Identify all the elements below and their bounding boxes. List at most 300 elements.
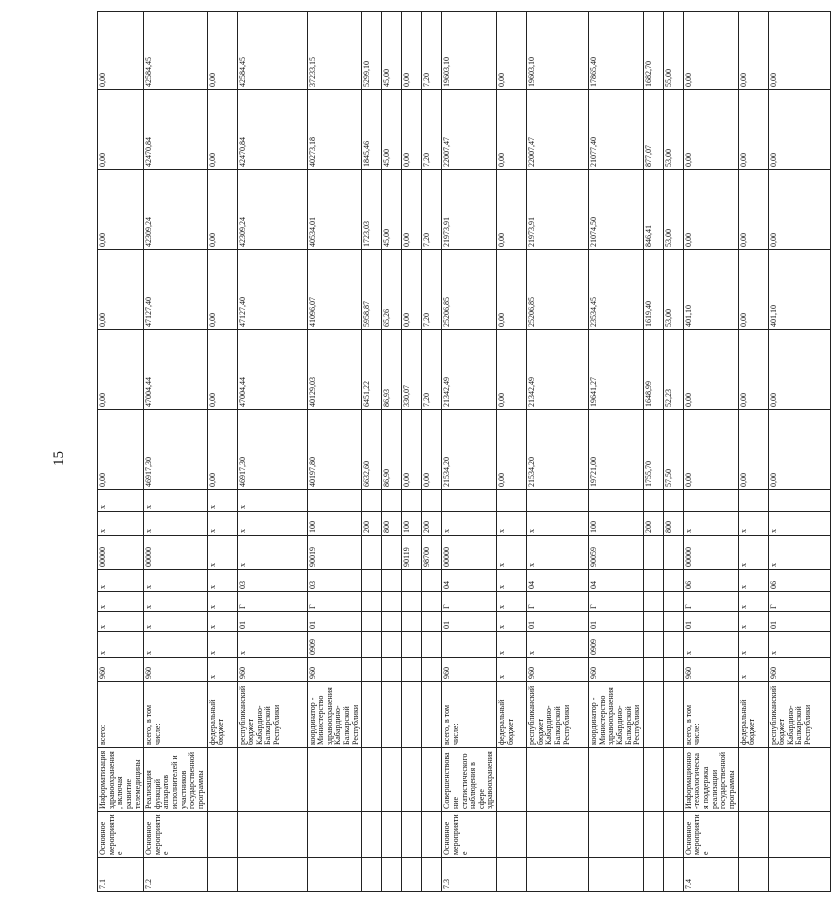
cell-om: 00000 [442, 536, 497, 570]
cell-type [207, 812, 237, 858]
cell-type [422, 812, 442, 858]
cell-no [527, 858, 589, 892]
cell-vr [442, 490, 497, 512]
cell-y5: 0,00 [497, 90, 527, 170]
cell-y2: 86,93 [382, 330, 402, 410]
cell-type [237, 812, 307, 858]
cell-name [237, 748, 307, 812]
cell-pr [643, 612, 663, 632]
cell-y3: 25206,85 [527, 250, 589, 330]
budget-table-sheet [97, 12, 812, 892]
cell-gp: Г [768, 592, 830, 612]
cell-gp [422, 592, 442, 612]
cell-type: Основное мероприятие [98, 812, 144, 858]
cell-y2: 7,20 [422, 330, 442, 410]
cell-pr: 01 [683, 612, 738, 632]
cell-grbs [422, 658, 442, 682]
cell-om [382, 536, 402, 570]
cell-gp: х [144, 592, 207, 612]
cell-vr: х [207, 490, 237, 512]
cell-y4: 0,00 [738, 170, 768, 250]
cell-y4: 42309,24 [237, 170, 307, 250]
cell-pr: 01 [589, 612, 644, 632]
cell-source: республиканский бюджет Кабардино-Балкарской Республики [527, 682, 589, 748]
cell-pr [402, 612, 422, 632]
cell-rz: 0909 [589, 632, 644, 658]
cell-type [362, 812, 382, 858]
cell-name [497, 748, 527, 812]
cell-gp: Г [589, 592, 644, 612]
cell-pm: х [144, 570, 207, 592]
cell-om: х [527, 536, 589, 570]
cell-source [382, 682, 402, 748]
cell-type [643, 812, 663, 858]
cell-rz [362, 632, 382, 658]
cell-y6: 42584,45 [237, 12, 307, 90]
cell-gp: х [738, 592, 768, 612]
table-row [442, 12, 497, 892]
cell-y3: 0,00 [497, 250, 527, 330]
cell-y4: 45,00 [382, 170, 402, 250]
cell-name [422, 748, 442, 812]
cell-pr [663, 612, 683, 632]
cell-no: 7.4 [683, 858, 738, 892]
rotated-table-container [97, 12, 812, 892]
cell-y1: 21534,20 [442, 410, 497, 490]
cell-type [738, 812, 768, 858]
cell-gp [643, 592, 663, 612]
cell-no: 7.1 [98, 858, 144, 892]
budget-table [97, 11, 831, 892]
cell-csr: 200 [643, 512, 663, 536]
cell-om [663, 536, 683, 570]
cell-y6: 45,00 [382, 12, 402, 90]
cell-gp: Г [237, 592, 307, 612]
cell-no [422, 858, 442, 892]
cell-y1: 19721,00 [589, 410, 644, 490]
cell-y1: 86,90 [382, 410, 402, 490]
cell-y6: 0,00 [683, 12, 738, 90]
table-row [663, 12, 683, 892]
cell-grbs: х [497, 658, 527, 682]
cell-name [307, 748, 362, 812]
cell-grbs: 960 [307, 658, 362, 682]
cell-pm: 04 [589, 570, 644, 592]
cell-y4: 0,00 [98, 170, 144, 250]
cell-pr [362, 612, 382, 632]
cell-rz: х [237, 632, 307, 658]
cell-y4: 21074,50 [589, 170, 644, 250]
cell-csr: х [768, 512, 830, 536]
cell-y4: 21973,91 [442, 170, 497, 250]
cell-rz [382, 632, 402, 658]
cell-gp: Г [442, 592, 497, 612]
cell-vr: х [98, 490, 144, 512]
cell-y4: 0,00 [497, 170, 527, 250]
table-row [768, 12, 830, 892]
cell-vr [497, 490, 527, 512]
cell-y3: 41096,07 [307, 250, 362, 330]
cell-gp: х [98, 592, 144, 612]
cell-name [768, 748, 830, 812]
cell-om: х [237, 536, 307, 570]
cell-pm: 06 [683, 570, 738, 592]
cell-y1: 0,00 [768, 410, 830, 490]
cell-grbs [663, 658, 683, 682]
cell-y1: 21534,20 [527, 410, 589, 490]
cell-y5: 21077,40 [589, 90, 644, 170]
cell-grbs: 960 [589, 658, 644, 682]
cell-csr: 800 [663, 512, 683, 536]
cell-gp: Г [307, 592, 362, 612]
table-row [738, 12, 768, 892]
cell-vr [362, 490, 382, 512]
cell-gp: х [207, 592, 237, 612]
cell-om: х [207, 536, 237, 570]
cell-grbs: 960 [144, 658, 207, 682]
cell-pr: 01 [768, 612, 830, 632]
cell-rz [643, 632, 663, 658]
table-row [382, 12, 402, 892]
cell-y3: 25206,85 [442, 250, 497, 330]
cell-rz: х [497, 632, 527, 658]
cell-y6: 42584,45 [144, 12, 207, 90]
cell-csr: х [527, 512, 589, 536]
cell-vr [589, 490, 644, 512]
cell-csr: х [738, 512, 768, 536]
cell-pr: 01 [307, 612, 362, 632]
cell-y4: 1723,03 [362, 170, 382, 250]
cell-y2: 47004,44 [237, 330, 307, 410]
cell-pm: 06 [768, 570, 830, 592]
cell-om: 98700 [422, 536, 442, 570]
cell-y3: 7,20 [422, 250, 442, 330]
cell-y5: 1845,46 [362, 90, 382, 170]
cell-y2: 21342,49 [442, 330, 497, 410]
cell-name [402, 748, 422, 812]
cell-type [402, 812, 422, 858]
cell-pm: х [738, 570, 768, 592]
cell-no: 7.2 [144, 858, 207, 892]
cell-pm: 03 [237, 570, 307, 592]
cell-pm: 04 [442, 570, 497, 592]
cell-no [738, 858, 768, 892]
cell-y6: 0,00 [402, 12, 422, 90]
cell-source: федеральный бюджет [738, 682, 768, 748]
table-row [362, 12, 382, 892]
cell-source: федеральный бюджет [497, 682, 527, 748]
cell-rz [442, 632, 497, 658]
page-number: 15 [51, 451, 67, 466]
cell-grbs [402, 658, 422, 682]
cell-pr: х [738, 612, 768, 632]
cell-no [589, 858, 644, 892]
cell-type: Основное мероприятие [683, 812, 738, 858]
cell-csr: 100 [589, 512, 644, 536]
cell-y6: 55,00 [663, 12, 683, 90]
cell-om: 90059 [589, 536, 644, 570]
cell-om: х [738, 536, 768, 570]
cell-grbs [643, 658, 663, 682]
cell-om: х [768, 536, 830, 570]
cell-gp [663, 592, 683, 612]
cell-pm: 04 [527, 570, 589, 592]
cell-rz: х [768, 632, 830, 658]
cell-rz [422, 632, 442, 658]
cell-name [663, 748, 683, 812]
cell-csr: 200 [362, 512, 382, 536]
cell-y5: 877,07 [643, 90, 663, 170]
cell-vr [307, 490, 362, 512]
cell-source: федеральный бюджет [207, 682, 237, 748]
cell-no [663, 858, 683, 892]
cell-y6: 0,00 [207, 12, 237, 90]
cell-grbs: х [738, 658, 768, 682]
cell-y2: 19641,27 [589, 330, 644, 410]
cell-y4: 846,41 [643, 170, 663, 250]
cell-name [207, 748, 237, 812]
cell-source [362, 682, 382, 748]
cell-vr [643, 490, 663, 512]
cell-y5: 53,00 [663, 90, 683, 170]
cell-csr: 100 [307, 512, 362, 536]
cell-y1: 57,50 [663, 410, 683, 490]
cell-pr: 01 [442, 612, 497, 632]
cell-y6: 0,00 [98, 12, 144, 90]
cell-csr: х [144, 512, 207, 536]
cell-source [402, 682, 422, 748]
cell-y3: 401,10 [683, 250, 738, 330]
cell-y4: 40534,01 [307, 170, 362, 250]
cell-vr [738, 490, 768, 512]
cell-no: 7.3 [442, 858, 497, 892]
cell-y5: 0,00 [207, 90, 237, 170]
cell-pr: х [207, 612, 237, 632]
cell-om: х [497, 536, 527, 570]
cell-gp [402, 592, 422, 612]
table-row [402, 12, 422, 892]
cell-rz [663, 632, 683, 658]
cell-vr [382, 490, 402, 512]
cell-y4: 0,00 [683, 170, 738, 250]
cell-grbs: 960 [768, 658, 830, 682]
cell-om: 90019 [307, 536, 362, 570]
cell-y2: 52,23 [663, 330, 683, 410]
cell-vr [422, 490, 442, 512]
cell-grbs: 960 [442, 658, 497, 682]
cell-vr: х [144, 490, 207, 512]
cell-pm [663, 570, 683, 592]
table-row [307, 12, 362, 892]
cell-y3: 5958,87 [362, 250, 382, 330]
cell-grbs: х [207, 658, 237, 682]
cell-type [382, 812, 402, 858]
table-row [207, 12, 237, 892]
cell-y5: 22007,47 [527, 90, 589, 170]
table-body [98, 12, 831, 892]
cell-source: всего, в том числе: [442, 682, 497, 748]
cell-rz [402, 632, 422, 658]
cell-gp: Г [683, 592, 738, 612]
cell-pm: х [98, 570, 144, 592]
cell-y5: 42470,84 [144, 90, 207, 170]
cell-csr: х [207, 512, 237, 536]
cell-y6: 19603,10 [527, 12, 589, 90]
cell-y5: 0,00 [738, 90, 768, 170]
cell-pr: 01 [527, 612, 589, 632]
cell-name: Совершенствование статистического наблюдения в сфере здравоохранения [442, 748, 497, 812]
cell-csr: х [442, 512, 497, 536]
cell-pm [382, 570, 402, 592]
cell-csr: 200 [422, 512, 442, 536]
cell-grbs: 960 [98, 658, 144, 682]
table-row [98, 12, 144, 892]
cell-name [738, 748, 768, 812]
cell-y1: 0,00 [207, 410, 237, 490]
cell-name [527, 748, 589, 812]
cell-csr: х [237, 512, 307, 536]
cell-name: Реализация функций аппаратов исполнителей и участников государственной программы [144, 748, 207, 812]
cell-no [362, 858, 382, 892]
cell-rz: х [144, 632, 207, 658]
cell-y6: 0,00 [497, 12, 527, 90]
cell-source: всего: [98, 682, 144, 748]
cell-pr: х [144, 612, 207, 632]
cell-y2: 0,00 [683, 330, 738, 410]
cell-y5: 40273,18 [307, 90, 362, 170]
cell-y4: 0,00 [768, 170, 830, 250]
cell-y5: 0,00 [768, 90, 830, 170]
cell-y5: 22007,47 [442, 90, 497, 170]
cell-rz: х [527, 632, 589, 658]
cell-name [589, 748, 644, 812]
cell-csr: 800 [382, 512, 402, 536]
cell-pr [382, 612, 402, 632]
cell-no [768, 858, 830, 892]
cell-grbs: 960 [527, 658, 589, 682]
cell-y3: 65,26 [382, 250, 402, 330]
cell-source: республиканский бюджет Кабардино-Балкарской Республики [768, 682, 830, 748]
cell-source: координатор - Министерство здравоохранения Кабардино-Балкарской Республики [589, 682, 644, 748]
cell-y2: 0,00 [768, 330, 830, 410]
cell-gp: х [497, 592, 527, 612]
table-row [237, 12, 307, 892]
table-row [683, 12, 738, 892]
cell-type [589, 812, 644, 858]
cell-csr: 100 [402, 512, 422, 536]
cell-y6: 37233,15 [307, 12, 362, 90]
cell-source [422, 682, 442, 748]
cell-pm [643, 570, 663, 592]
cell-no [307, 858, 362, 892]
cell-type [307, 812, 362, 858]
table-row [527, 12, 589, 892]
cell-type: Основное мероприятие [442, 812, 497, 858]
cell-no [207, 858, 237, 892]
cell-vr [683, 490, 738, 512]
cell-om [362, 536, 382, 570]
cell-y5: 7,20 [422, 90, 442, 170]
cell-pm: 03 [307, 570, 362, 592]
cell-y4: 7,20 [422, 170, 442, 250]
cell-vr [527, 490, 589, 512]
cell-rz: 0909 [307, 632, 362, 658]
cell-y2: 0,00 [207, 330, 237, 410]
cell-y1: 0,00 [98, 410, 144, 490]
table-row [589, 12, 644, 892]
table-row [497, 12, 527, 892]
cell-source: всего, в том числе: [683, 682, 738, 748]
cell-gp: Г [527, 592, 589, 612]
cell-y4: 42309,24 [144, 170, 207, 250]
table-row [643, 12, 663, 892]
table-row [422, 12, 442, 892]
cell-y6: 0,00 [738, 12, 768, 90]
cell-y2: 1648,99 [643, 330, 663, 410]
cell-pr: 01 [237, 612, 307, 632]
cell-no [237, 858, 307, 892]
cell-y6: 5299,10 [362, 12, 382, 90]
cell-pr [422, 612, 442, 632]
cell-y3: 53,00 [663, 250, 683, 330]
cell-y3: 0,00 [98, 250, 144, 330]
cell-y5: 42470,84 [237, 90, 307, 170]
cell-y1: 0,00 [422, 410, 442, 490]
cell-gp [382, 592, 402, 612]
cell-y6: 0,00 [768, 12, 830, 90]
cell-om: 00000 [98, 536, 144, 570]
cell-y1: 1755,70 [643, 410, 663, 490]
cell-y2: 6451,22 [362, 330, 382, 410]
cell-y2: 0,00 [738, 330, 768, 410]
cell-y3: 0,00 [738, 250, 768, 330]
cell-y6: 7,20 [422, 12, 442, 90]
cell-no [497, 858, 527, 892]
cell-type: Основное мероприятие [144, 812, 207, 858]
cell-no [402, 858, 422, 892]
cell-pm: х [207, 570, 237, 592]
cell-y2: 21342,49 [527, 330, 589, 410]
cell-source: координатор - Министерство здравоохранения Кабардино-Балкарской Республики [307, 682, 362, 748]
cell-y1: 0,00 [497, 410, 527, 490]
cell-vr [402, 490, 422, 512]
cell-y4: 53,00 [663, 170, 683, 250]
cell-y3: 0,00 [402, 250, 422, 330]
cell-y1: 46917,30 [237, 410, 307, 490]
cell-y5: 0,00 [402, 90, 422, 170]
cell-rz: х [98, 632, 144, 658]
cell-grbs [362, 658, 382, 682]
cell-grbs: 960 [237, 658, 307, 682]
cell-vr: х [237, 490, 307, 512]
cell-csr: х [683, 512, 738, 536]
cell-y1: 0,00 [738, 410, 768, 490]
cell-name [643, 748, 663, 812]
cell-y6: 17865,40 [589, 12, 644, 90]
cell-type [497, 812, 527, 858]
cell-name: Информационно-технологическая поддержка реализации государственной программы [683, 748, 738, 812]
cell-om: 00000 [144, 536, 207, 570]
cell-y4: 21973,91 [527, 170, 589, 250]
cell-type [768, 812, 830, 858]
cell-type [527, 812, 589, 858]
cell-y1: 40197,80 [307, 410, 362, 490]
cell-pm [362, 570, 382, 592]
table-row [144, 12, 207, 892]
cell-om: 90119 [402, 536, 422, 570]
cell-y4: 0,00 [402, 170, 422, 250]
cell-csr: х [98, 512, 144, 536]
